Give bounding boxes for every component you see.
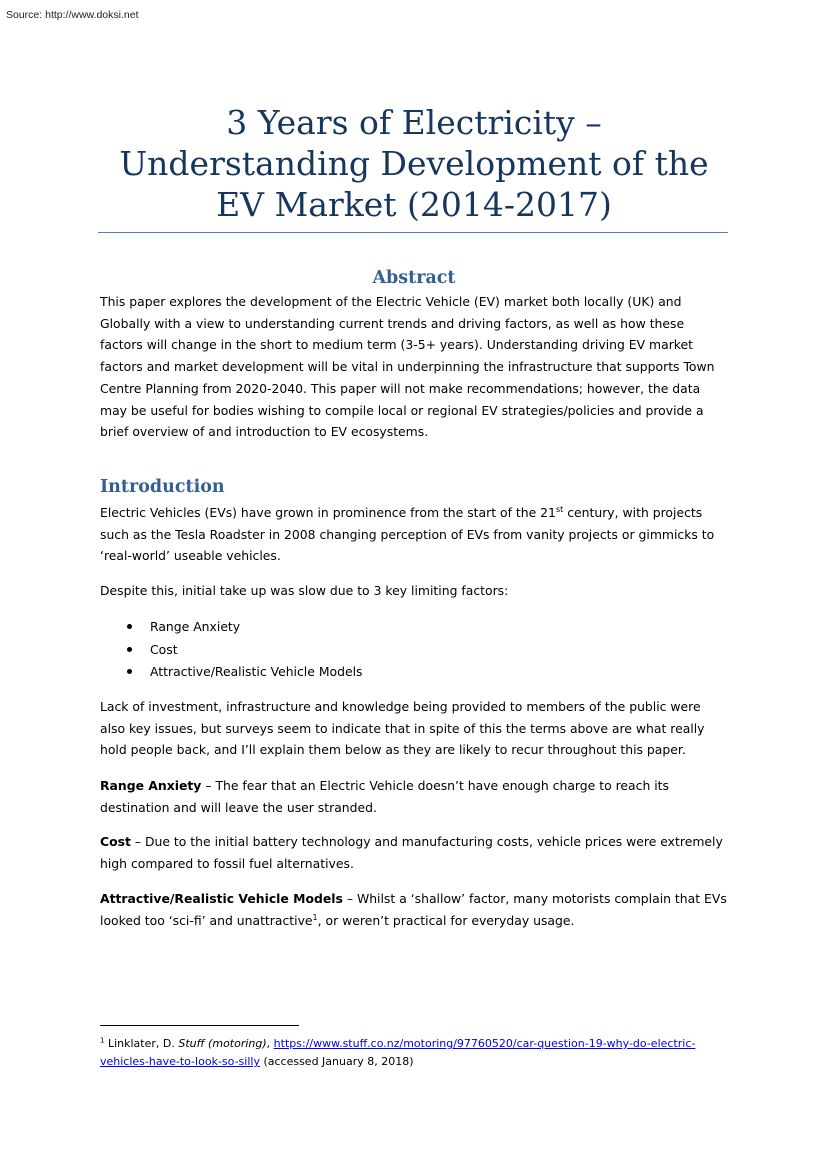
definition-text-cont: , or weren’t practical for everyday usage. xyxy=(317,912,575,928)
definition-range-anxiety xyxy=(100,775,728,818)
definition-text: – Whilst a ‘shallow’ factor, many motorists complain that EVs looked too ‘sci-fi’ and unattractive xyxy=(100,891,727,928)
definition-term: Attractive/Realistic Vehicle Models xyxy=(100,891,343,906)
footnote-publication: Stuff (motoring) xyxy=(178,1037,267,1050)
footnote-author: Linklater, D. xyxy=(104,1037,179,1050)
footnote-reference[interactable]: 1 xyxy=(312,912,318,922)
intro-paragraph-2: Despite this, initial take up was slow due to 3 key limiting factors: xyxy=(100,583,509,598)
abstract-text: This paper explores the development of the Electric Vehicle (EV) market both locally (UK) and Globally with a view to understanding current trends and driving factors, as well as how these factors will change in the short to medium term (3-5+ years). Understanding driving EV market factors and market development will be vital in underpinning the infrastructure that supports Town Centre Planning from 2020-2040. This paper will not make recommendations; however, the data may be useful for bodies wishing to compile local or regional EV strategies/policies and provide a brief overview of and introduction to EV ecosystems. xyxy=(100,294,715,440)
title-divider xyxy=(98,232,728,233)
intro-p1-text-cont: century, with projects such as the Tesla Roadster in 2008 changing perception of EVs from vanity projects or gimmicks to ‘real-world’ useable vehicles. xyxy=(100,505,715,564)
footnote-divider xyxy=(100,1025,299,1026)
definition-cost xyxy=(100,831,728,874)
limiting-factors-list xyxy=(100,616,362,684)
introduction-heading: Introduction xyxy=(100,477,225,497)
intro-paragraph-3: Lack of investment, infrastructure and knowledge being provided to members of the public were also key issues, but surveys seem to indicate that in spite of this the terms above are what really hold people back, and I’ll explain them below as they are likely to recur throughout this paper. xyxy=(100,699,705,758)
page-title: 3 Years of Electricity – Understanding Development of the EV Market (2014-2017) xyxy=(119,103,709,224)
source-line: Source: http://www.doksi.net xyxy=(6,9,139,21)
definition-text: – Due to the initial battery technology and manufacturing costs, vehicle prices were extremely high compared to fossil fuel alternatives. xyxy=(100,834,723,871)
abstract-heading: Abstract xyxy=(372,268,456,288)
list-item: Attractive/Realistic Vehicle Models xyxy=(100,661,362,684)
footnote-number: 1 xyxy=(100,1036,105,1045)
footnote xyxy=(100,1035,730,1071)
definition-text: – The fear that an Electric Vehicle doesn’t have enough charge to reach its destination and will leave the user stranded. xyxy=(100,778,669,815)
intro-p1-text: Electric Vehicles (EVs) have grown in prominence from the start of the 21 xyxy=(100,505,556,520)
list-item: Range Anxiety xyxy=(100,616,362,639)
footnote-link[interactable]: https://www.stuff.co.nz/motoring/97760520/car-question-19-why-do-electric-vehicles-have-to-look-so-silly xyxy=(100,1037,696,1068)
footnote-separator: , xyxy=(266,1037,274,1050)
intro-paragraph-1 xyxy=(100,502,728,567)
footnote-accessed: (accessed January 8, 2018) xyxy=(259,1055,414,1068)
definition-term: Cost xyxy=(100,834,131,849)
definition-vehicle-models xyxy=(100,888,728,931)
ordinal-suffix: st xyxy=(555,504,564,514)
definition-term: Range Anxiety xyxy=(100,778,202,793)
list-item: Cost xyxy=(100,639,362,662)
